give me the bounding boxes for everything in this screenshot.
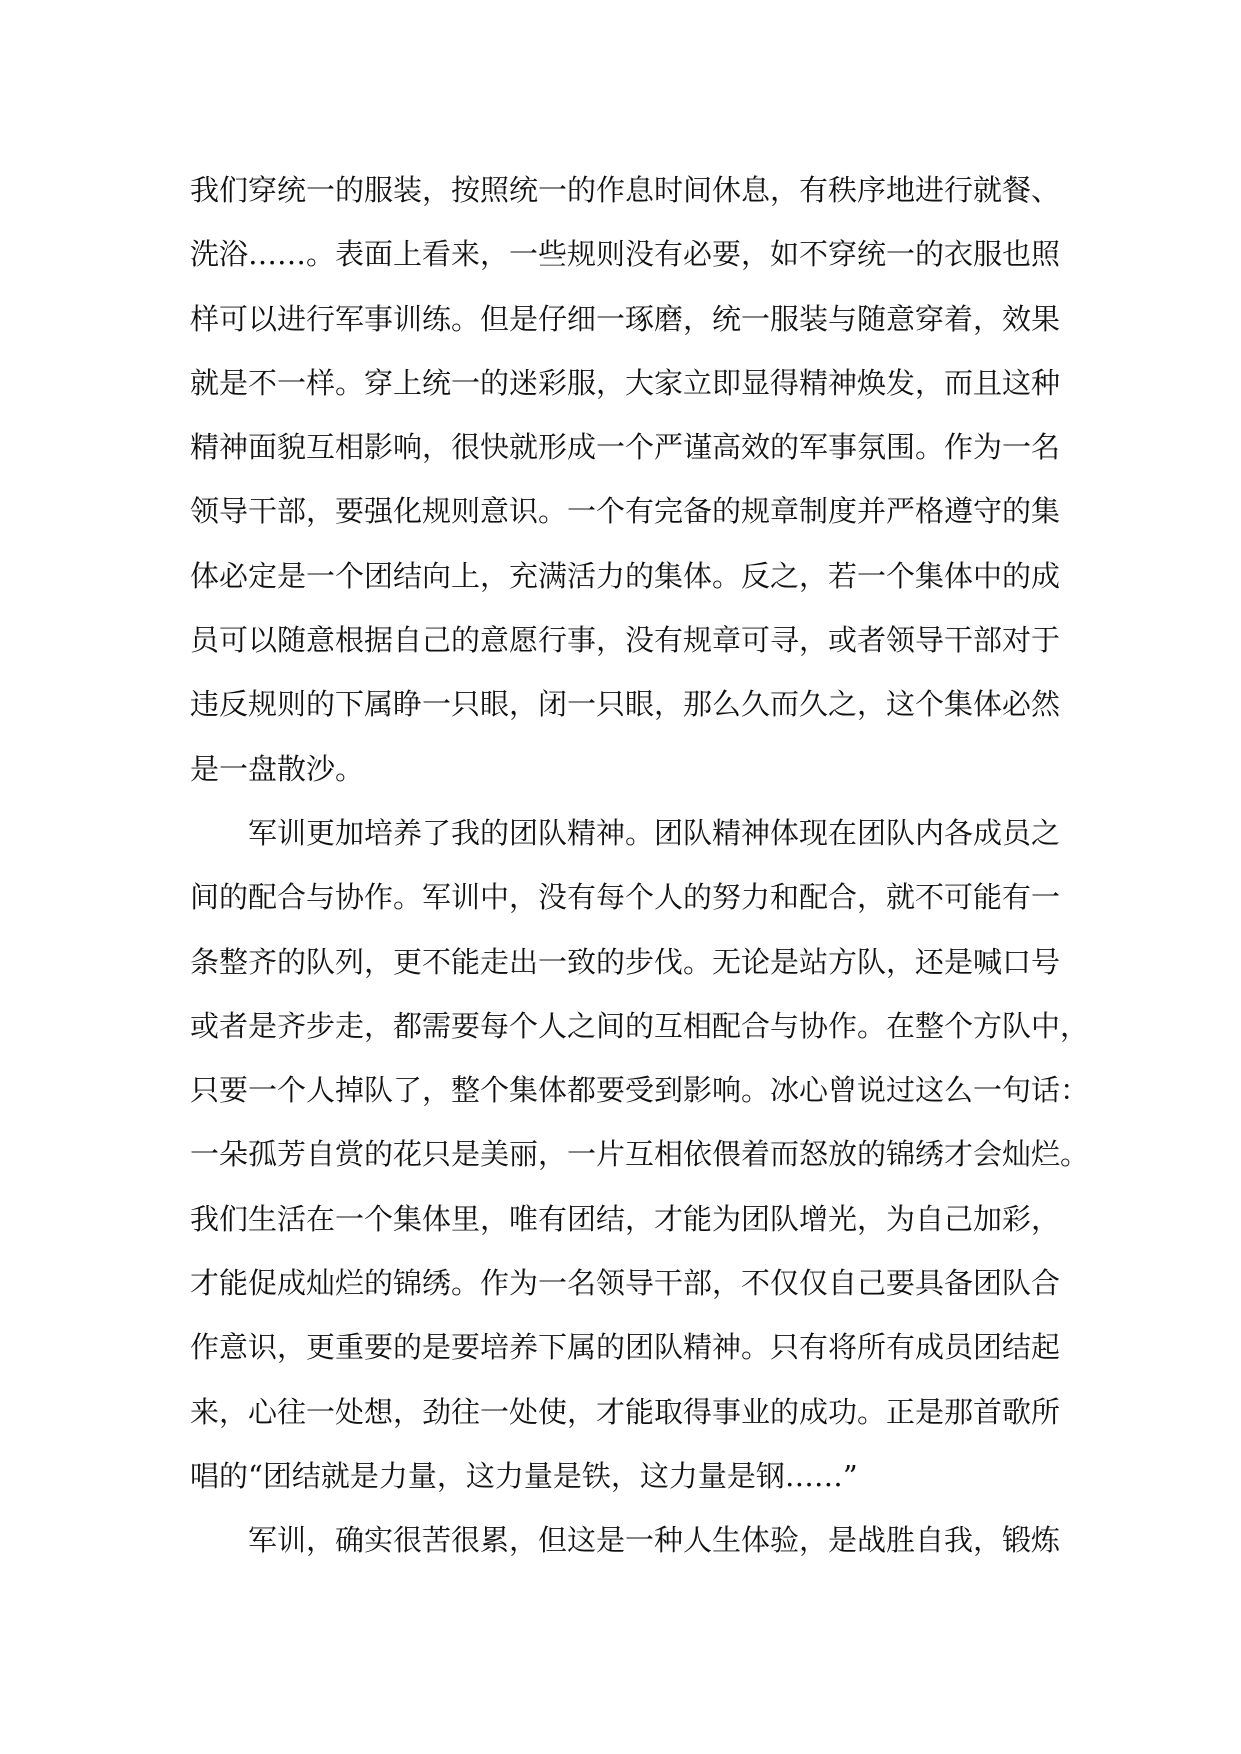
text-line: 一朵孤芳自赏的花只是美丽，一片互相依偎着而怒放的锦绣才会灿烂。 [190,1137,1090,1172]
text-line: 违反规则的下属睁一只眼，闭一只眼，那么久而久之，这个集体必然 [190,687,1061,722]
text-line: 我们穿统一的服装，按照统一的作息时间休息，有秩序地进行就餐、 [190,173,1061,207]
text-line: 是一盘散沙。 [190,751,365,786]
paragraph-1 [190,158,1060,801]
text-line: 只要一个人掉队了，整个集体都要受到影响。冰心曾说过这么一句话： [190,1073,1090,1108]
paragraph-3 [190,1508,1060,1572]
text-line: 就是不一样。穿上统一的迷彩服，大家立即显得精神焕发，而且这种 [190,365,1061,400]
text-line: 员可以随意根据自己的意愿行事，没有规章可寻，或者领导干部对于 [190,623,1061,658]
document-body [190,158,1090,1573]
text-line: 才能促成灿烂的锦绣。作为一名领导干部，不仅仅自己要具备团队合 [190,1266,1061,1301]
text-line: 唱的“团结就是力量，这力量是铁，这力量是钢……” [190,1458,858,1493]
text-line: 洗浴……。表面上看来，一些规则没有必要，如不穿统一的衣服也照 [190,237,1061,272]
text-line: 来，心往一处想，劲往一处使，才能取得事业的成功。正是那首歌所 [190,1394,1061,1429]
text-line: 间的配合与协作。军训中，没有每个人的努力和配合，就不可能有一 [190,880,1061,915]
text-line: 领导干部，要强化规则意识。一个有完备的规章制度并严格遵守的集 [190,494,1061,529]
text-line: 体必定是一个团结向上，充满活力的集体。反之，若一个集体中的成 [190,558,1061,593]
text-line: 军训，确实很苦很累，但这是一种人生体验，是战胜自我，锻炼 [248,1523,1061,1558]
text-line: 军训更加培养了我的团队精神。团队精神体现在团队内各成员之 [248,815,1061,850]
text-line: 条整齐的队列，更不能走出一致的步伐。无论是站方队，还是喊口号 [190,944,1061,979]
text-line: 我们生活在一个集体里，唯有团结，才能为团队增光，为自己加彩， [190,1201,1061,1236]
text-line: 作意识，更重要的是要培养下属的团队精神。只有将所有成员团结起 [190,1330,1061,1365]
text-line: 样可以进行军事训练。但是仔细一琢磨，统一服装与随意穿着，效果 [190,301,1061,336]
paragraph-2 [190,801,1090,1508]
text-line: 精神面貌互相影响，很快就形成一个严谨高效的军事氛围。作为一名 [190,430,1061,465]
text-line: 或者是齐步走，都需要每个人之间的互相配合与协作。在整个方队中， [190,1008,1090,1043]
